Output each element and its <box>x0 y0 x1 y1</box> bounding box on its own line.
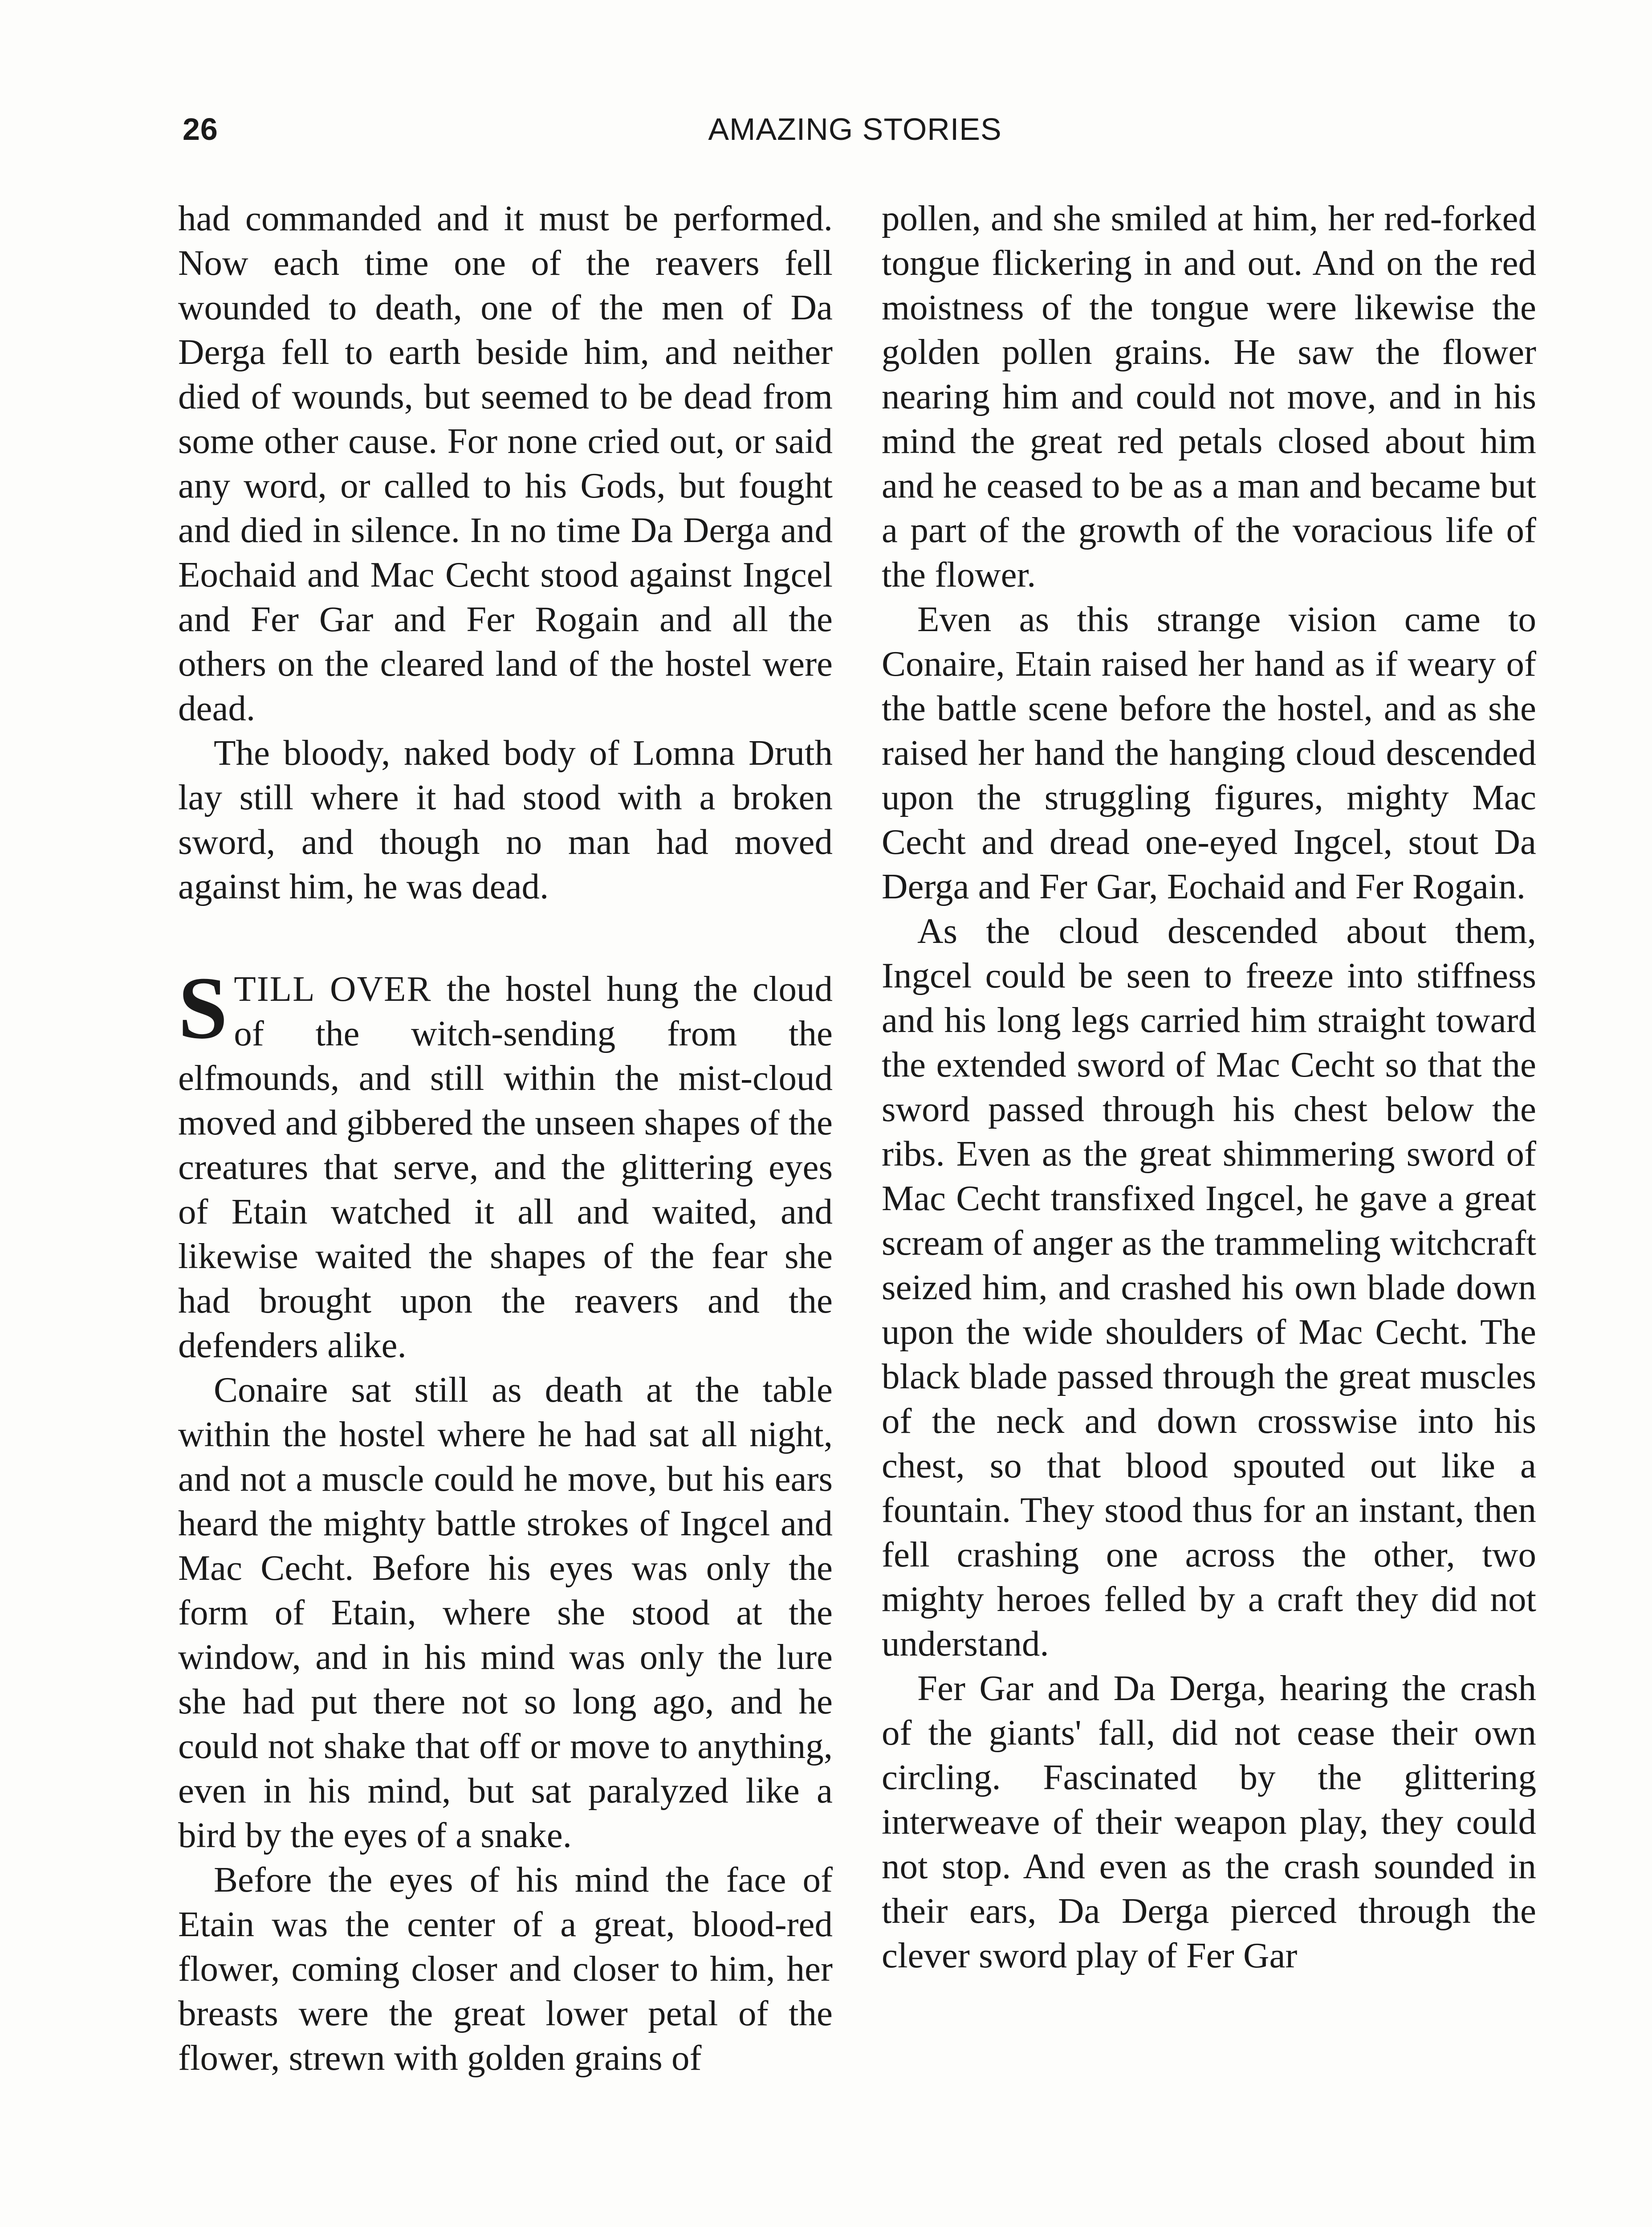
paragraph: Even as this strange vision came to Conaire, Etain raised her hand as if weary of the battle scene before the hostel, and as she raised her hand the hanging cloud descended upon the struggling figures, mighty Mac Cecht and dread one-eyed Ingcel, stout Da Derga and Fer Gar, Eochaid and Fer Rogain. <box>882 599 1536 906</box>
drop-cap: S <box>178 959 228 1057</box>
running-head <box>183 111 1527 165</box>
paragraph: Conaire sat still as death at the table within the hostel where he had sat all night, and not a muscle could he move, but his ears heard the mighty battle strokes of Ingcel and Mac Cecht. Before his eyes was only the form of Etain, where she stood at the window, and in his mind was only the lure she had put there not so long ago, and he could not shake that off or move to anything, even in his mind, but sat paralyzed like a bird by the eyes of a snake. <box>178 1370 833 1855</box>
section-lead-in: TILL OVER <box>234 969 432 1009</box>
right-text-column <box>882 196 1536 1978</box>
paragraph: As the cloud descended about them, Ingcel could be seen to freeze into stiffness and his long legs carried him straight toward the extended sword of Mac Cecht so that the sword passed through his chest below the ribs. Even as the great shimmering sword of Mac Cecht transfixed Ingcel, he gave a great scream of anger as the trammeling witchcraft seized him, and crashed his own blade down upon the wide shoulders of Mac Cecht. The black blade passed through the great muscles of the neck and down crosswise into his chest, so that blood spouted out like a fountain. They stood thus for an instant, then fell crashing one across the other, two mighty heroes felled by a craft they did not understand. <box>882 911 1536 1664</box>
paragraph-continued: pollen, and she smiled at him, her red-forked tongue flickering in and out. And on the red moistness of the tongue were likewise the golden pollen grains. He saw the flower nearing him and could not move, and in his mind the great red petals closed about him and he ceased to be as a man and became but a part of the growth of the voracious life of the flower. <box>882 198 1536 595</box>
left-text-column <box>178 196 833 2080</box>
paragraph-continued: had commanded and it must be performed. Now each time one of the reavers fell wounded to death, one of the men of Da Derga fell to earth beside him, and neither died of wounds, but seemed to be dead from some other cause. For none cried out, or said any word, or called to his Gods, but fought and died in silence. In no time Da Derga and Eochaid and Mac Cecht stood against Ingcel and Fer Gar and Fer Rogain and all the others on the cleared land of the hostel were dead. <box>178 198 833 728</box>
paragraph: Fer Gar and Da Derga, hearing the crash of the giants' fall, did not cease their own circling. Fascinated by the glittering interweave of their weapon play, they could not stop. And even as the crash sounded in their ears, Da Derga pierced through the clever sword play of Fer Gar <box>882 1668 1536 1975</box>
paragraph: The bloody, naked body of Lomna Druth lay still where it had stood with a broken sword, and though no man had moved against him, he was dead. <box>178 733 833 906</box>
paragraph: Before the eyes of his mind the face of Etain was the center of a great, blood-red flower, coming closer and closer to him, her breasts were the great lower petal of the flower, strewn with golden grains of <box>178 1860 833 2078</box>
section-opening-text: the hostel hung the cloud of the witch-sending from the elfmounds, and still within the mist-cloud moved and gibbered the unseen shapes of the creatures that serve, and the glittering eyes of Etain watched it all and waited, and likewise waited the shapes of the fear she had brought upon the reavers and the defenders alike. <box>178 969 833 1365</box>
page-number: 26 <box>183 112 218 147</box>
magazine-title: AMAZING STORIES <box>708 112 1002 147</box>
section-opening-paragraph <box>178 959 833 1367</box>
